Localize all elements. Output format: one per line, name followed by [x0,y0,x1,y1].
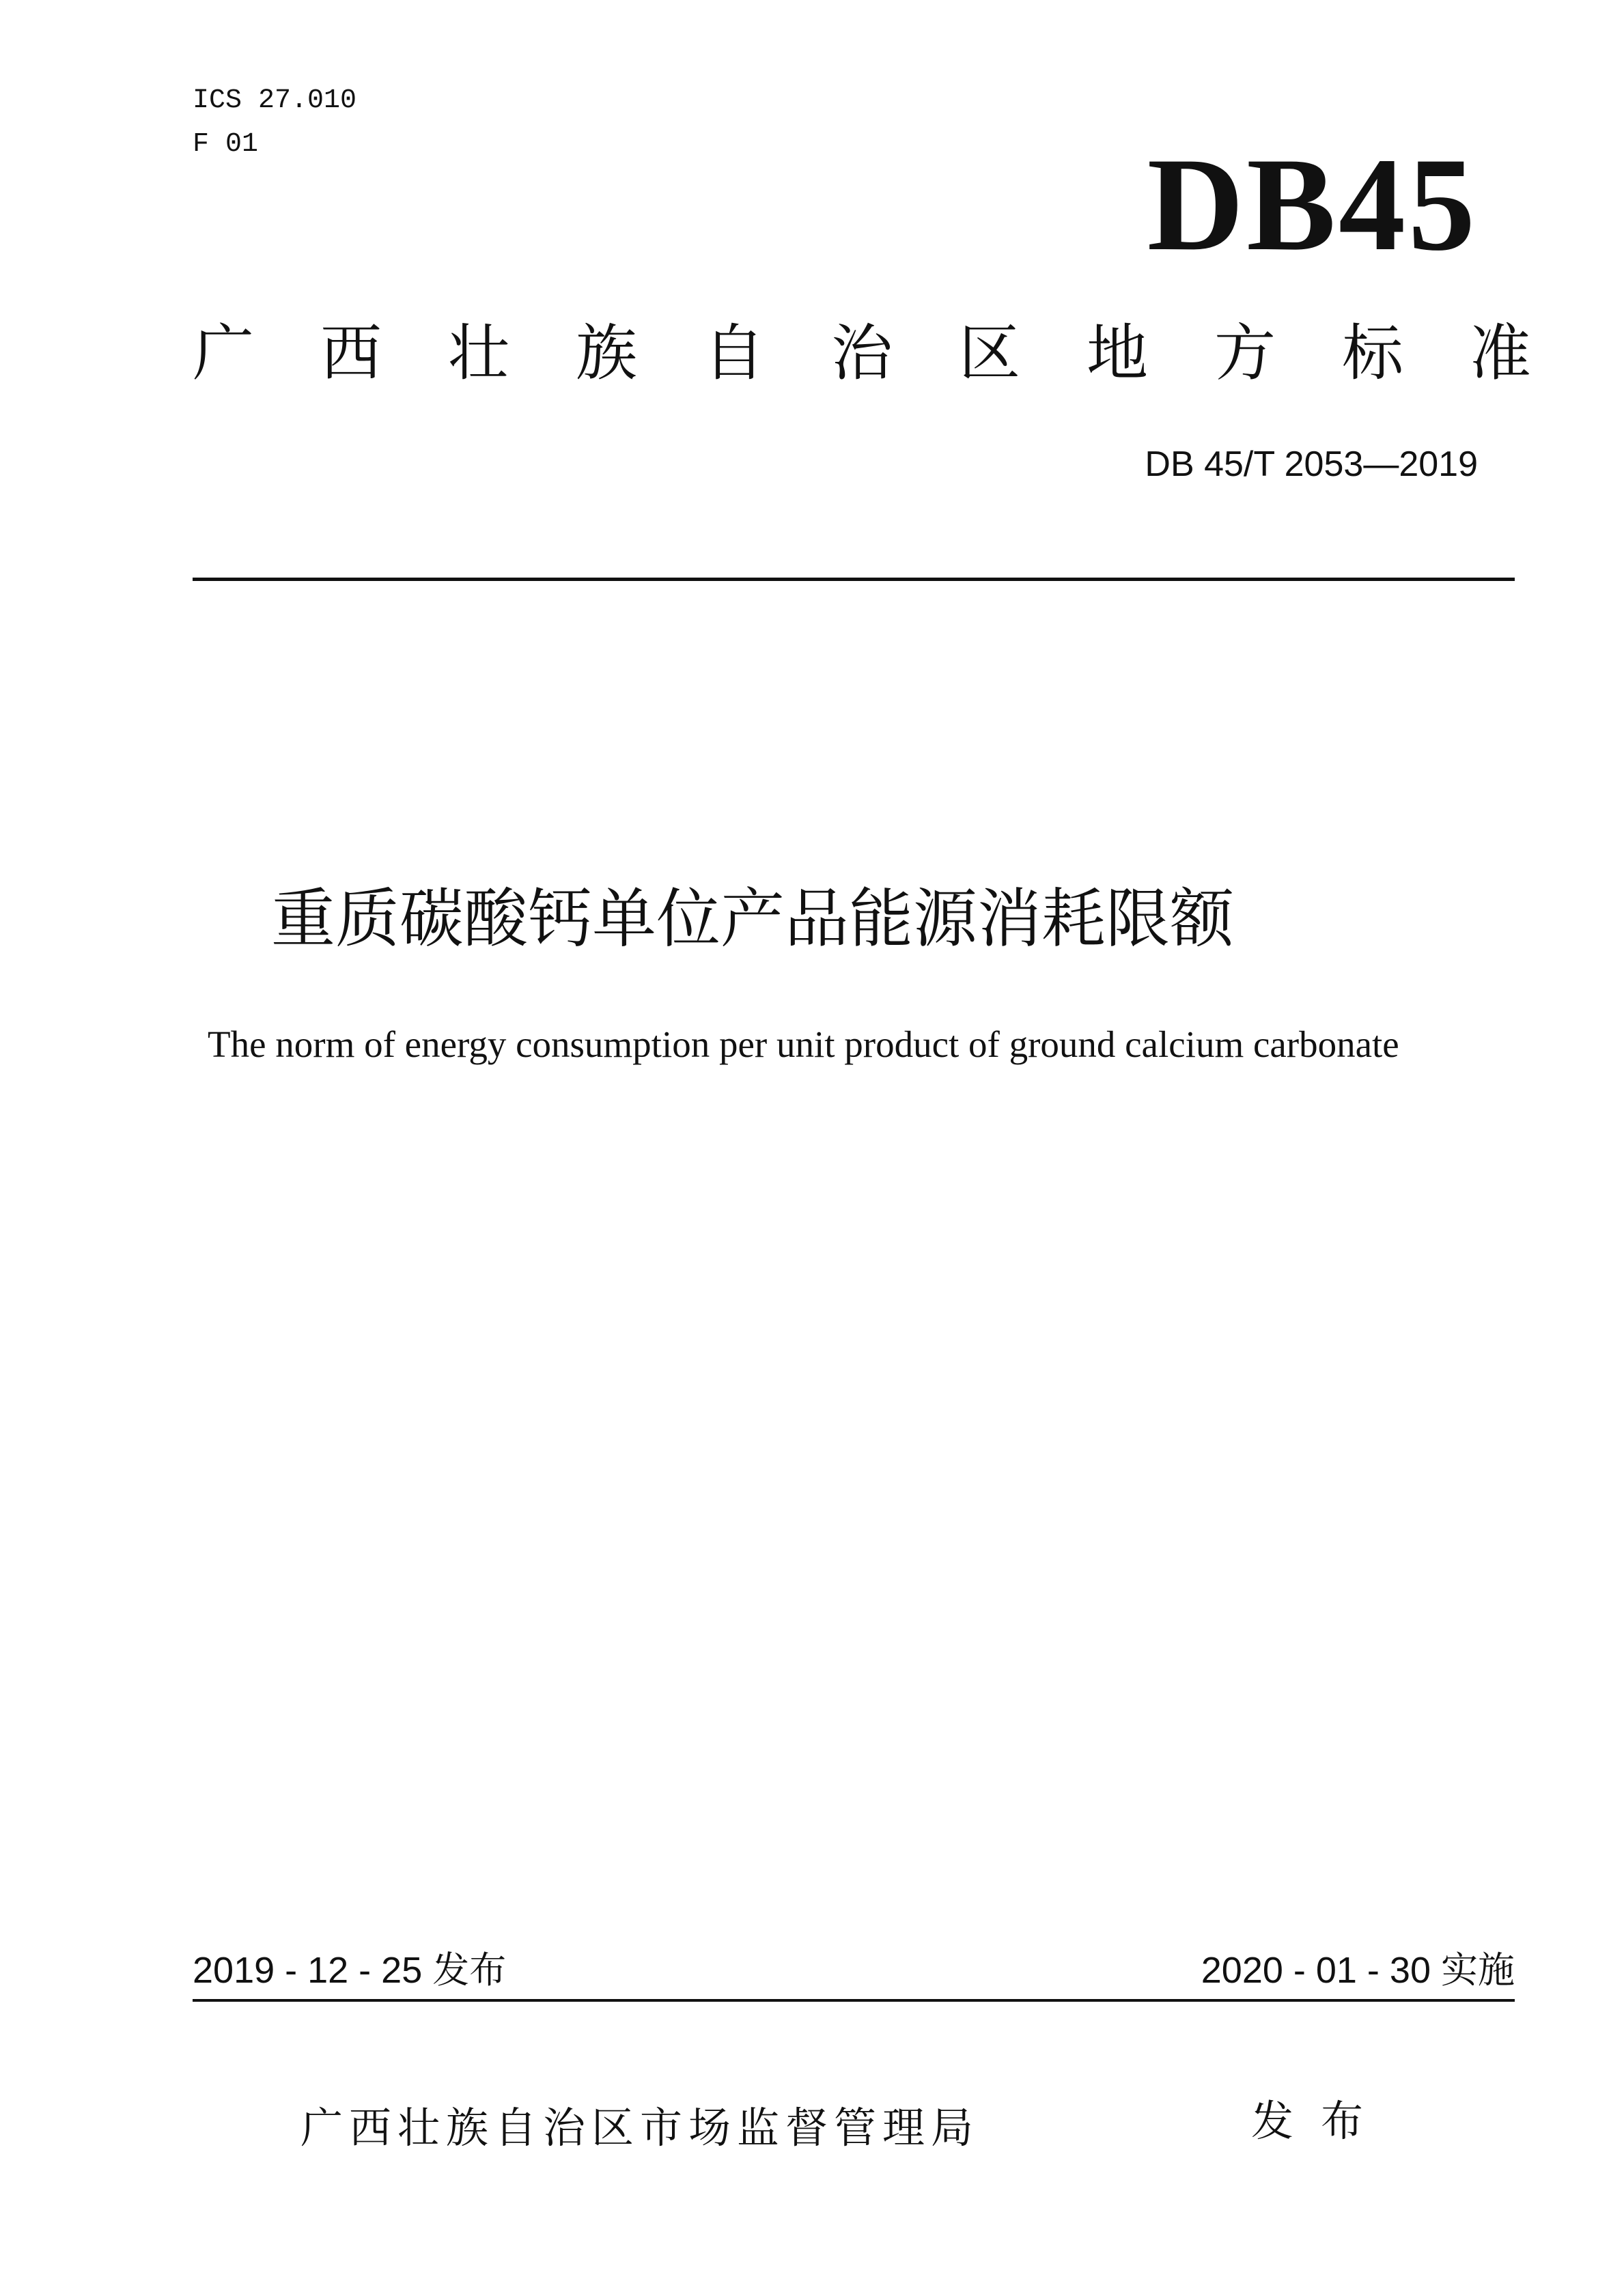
category-char: 方 [1214,317,1276,389]
standard-category [193,313,1531,395]
category-char: 区 [959,317,1020,389]
category-char: 治 [831,317,893,389]
category-char: 族 [576,317,637,389]
ics-code: ICS 27.010 [193,85,357,116]
implementation-date: 2020 - 01 - 30 实施 [1201,1950,1515,1991]
publisher: 广西壮族自治区市场监督管理局 [300,2103,980,2153]
category-char: 壮 [448,317,509,389]
title-chinese: 重质碳酸钙单位产品能源消耗限额 [270,882,1234,956]
ccs-code: F 01 [193,129,259,160]
publish-label: 发布 [1251,2096,1391,2146]
category-char: 地 [1087,317,1148,389]
bottom-divider [193,1999,1515,2002]
category-char: 自 [703,317,765,389]
top-divider [193,578,1515,581]
category-char: 准 [1470,317,1531,389]
category-char: 西 [320,317,382,389]
issue-date: 2019 - 12 - 25 发布 [193,1950,507,1991]
title-english: The norm of energy consumption per unit product of ground calcium carbonate [208,1023,1399,1065]
standard-number: DB 45/T 2053—2019 [1145,444,1478,484]
category-char: 广 [193,317,254,389]
standard-logo: DB45 [1147,130,1478,279]
category-char: 标 [1342,317,1403,389]
